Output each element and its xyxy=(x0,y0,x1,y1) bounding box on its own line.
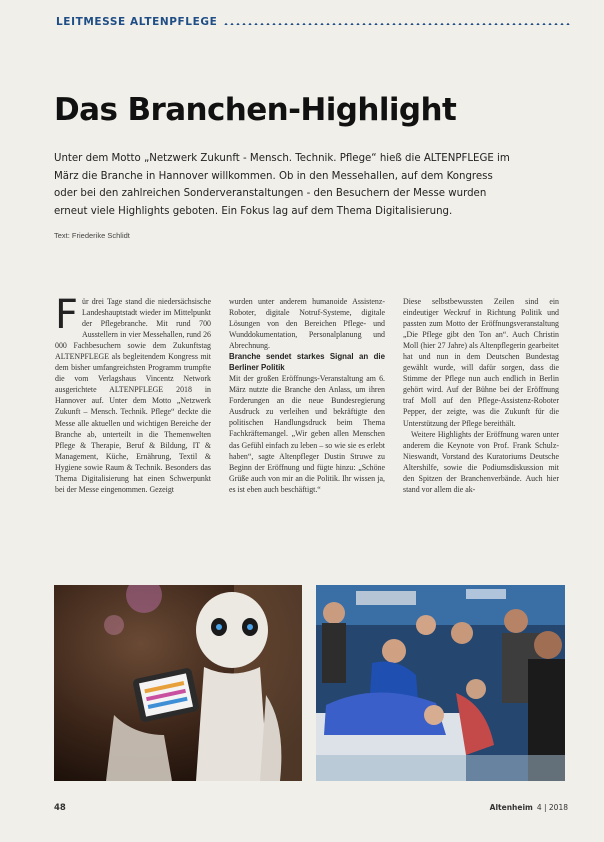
issue-number: 4 | 2018 xyxy=(536,803,568,812)
text-column-2 xyxy=(229,296,385,495)
paragraph: wurden unter anderem humanoide Assistenz-Roboter, digitale Notruf-Systeme, digitale Lösungen von den Bereichen Pflege- und Wunddokumentation, Personalplanung und Abrechnung. xyxy=(229,297,385,351)
article-headline: Das Branchen-Highlight xyxy=(54,92,457,128)
paragraph: Weitere Highlights der Eröffnung waren unter anderem die Keynote von Prof. Frank Schulz-Nieswandt, Vorstand des Kuratoriums Deutsche Altershilfe, sowie die Podiumsdiskussion mit den Spitzen der Branchenverbände. Auch hier stand vor allem die ak- xyxy=(403,429,559,494)
section-rubric xyxy=(56,14,572,30)
robot-photo-illustration xyxy=(54,585,302,781)
text-column-1 xyxy=(55,292,211,495)
paragraph-text: ür drei Tage stand die niedersächsische Landeshauptstadt wieder im Mittelpunkt der Pflegebranche. Mit rund 700 Ausstellern in vier Messehallen, rund 26 000 Fachbesuchern sowie dem Zukunftstag ALTENPFLEGE als begleitendem Kongress mit dem bisher umfangreichsten Programm trumpfte die vom Verlagshaus Vincentz Network ausgerichtete ALTENPFLEGE 2018 in Hannover auf. Unter dem Motto „Netzwerk Zukunft – Mensch. Technik. Pflege“ deckte die Messe alle aktuellen und wichtigen Bereiche der Branche ab, unterteilt in die Themenwelten Pflege & Therapie, Beruf & Bildung, IT & Management, Küche, Ernährung, Textil & Hygiene sowie Raum & Technik. Besonders das Thema Digitalisierung hat einen Schwerpunkt bei der Messe eingenommen. Gezeigt xyxy=(55,297,211,494)
rubric-dotted-rule xyxy=(223,23,572,25)
care-demo-photo-illustration xyxy=(316,585,565,781)
page-number: 48 xyxy=(54,803,66,813)
photo-robot xyxy=(54,585,302,781)
article-lead: Unter dem Motto „Netzwerk Zukunft - Mensch. Technik. Pflege“ hieß die ALTENPFLEGE im März die Branche in Hannover willkommen. Ob in den Messehallen, auf dem Kongress oder bei den zahlreichen Sonderveranstaltungen - den Besuchern der Messe wurden erneut viele Highlights geboten. Ein Fokus lag auf dem Thema Digitalisierung. xyxy=(54,153,510,217)
subheading: Branche sendet starkes Signal an die Berliner Politik xyxy=(229,352,385,373)
paragraph: Mit der großen Eröffnungs-Veranstaltung am 6. März nutzte die Branche den Anlass, um ihren Forderungen an die neue Bundesregierung Ausdruck zu verleihen und bekräftigte den politischen Handlungsdruck beim Thema Fachkräftemangel. „Wir geben allen Menschen das Gefühl einfach zu leben – so wie sie es erlebt haben“, sagte Altenpfleger Dustin Struwe zu Beginn der Eröffnung und fügte hinzu: „Schöne Grüße auch von mir an die Politik. Ihr wissen ja, es ist eben auch beschäftigt.“ xyxy=(229,374,385,494)
paragraph: Diese selbstbewussten Zeilen sind ein eindeutiger Weckruf in Richtung Politik und passten zum Motto der Eröffnungsveranstaltung „Die Pflege gibt den Ton an“. Auch Christin Moll (hier 27 Jahre) als Altenpflegerin gearbeitet hat und nun in dem Deutschen Bundestag gewählt wurde, will dafür sorgen, dass die Stimme der Pflege nun auch endlich in Berlin gehört wird. Auf der Bühne bei der Eröffnung traf Moll auf den Pflege-Assistenz-Roboter Pepper, der zeigte, was die Zukunft für die Unterstützung der Pflege bereithält. xyxy=(403,297,559,428)
byline: Text: Friederike Schlidt xyxy=(54,231,130,240)
publication-line xyxy=(490,803,568,812)
publication-name: Altenheim xyxy=(489,803,533,812)
paragraph xyxy=(55,292,211,495)
rubric-label: LEITMESSE ALTENPFLEGE xyxy=(56,16,218,28)
drop-cap: F xyxy=(55,292,79,338)
photo-care-demonstration xyxy=(316,585,565,781)
text-column-3 xyxy=(403,296,559,495)
